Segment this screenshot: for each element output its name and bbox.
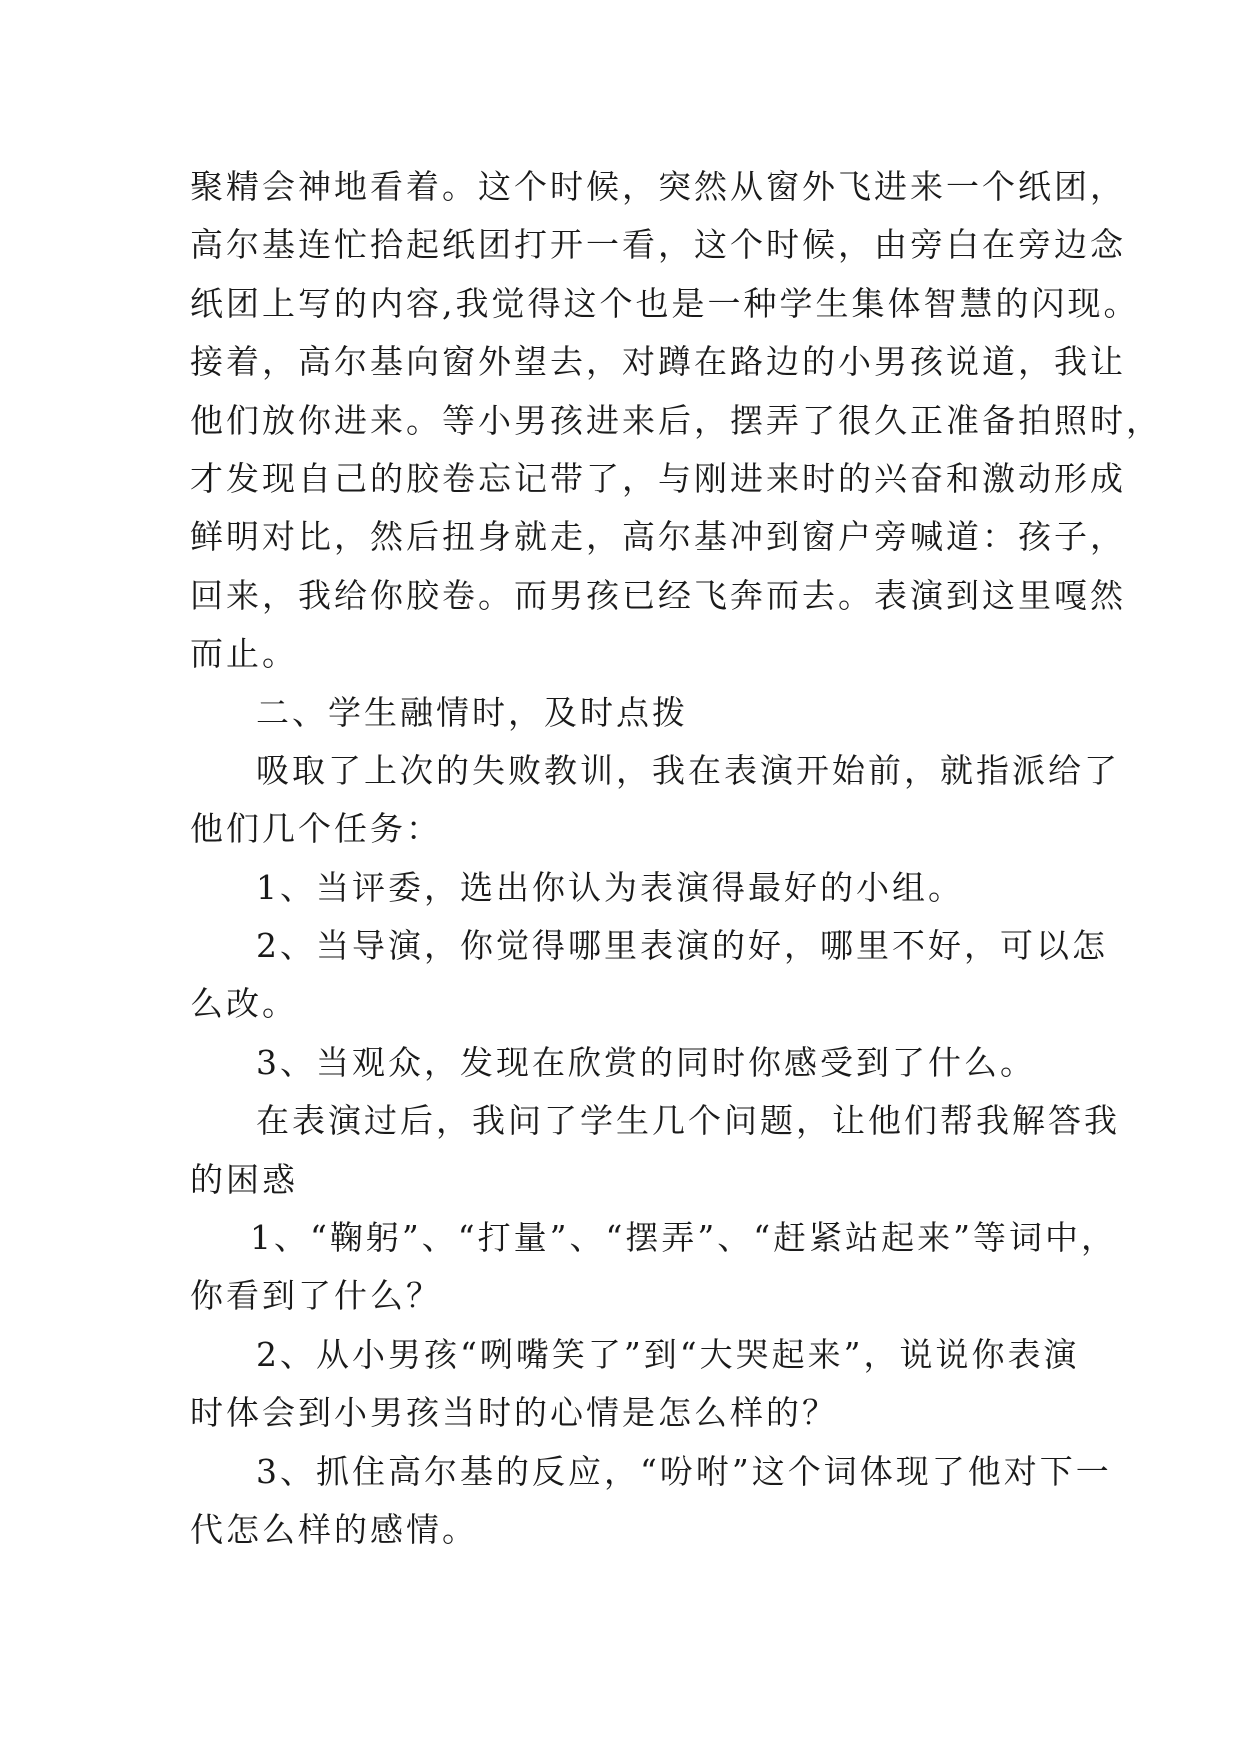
text-line: 而止。 bbox=[190, 634, 298, 674]
text-line: 的困惑 bbox=[190, 1159, 298, 1199]
text-line: 纸团上写的内容,我觉得这个也是一种学生集体智慧的闪现。 bbox=[190, 283, 1140, 323]
list-item: 3、当观众，发现在欣赏的同时你感受到了什么。 bbox=[256, 1042, 1036, 1082]
text-line: 鲜明对比，然后扭身就走，高尔基冲到窗户旁喊道：孩子， bbox=[190, 517, 1126, 557]
text-line: 接着，高尔基向窗外望去，对蹲在路边的小男孩说道，我让 bbox=[190, 342, 1126, 382]
list-item: 3、抓住高尔基的反应，“吩咐”这个词体现了他对下一 bbox=[256, 1451, 1112, 1491]
text-line: 回来，我给你胶卷。而男孩已经飞奔而去。表演到这里嘎然 bbox=[190, 575, 1126, 615]
list-item: 2、当导演，你觉得哪里表演的好，哪里不好，可以怎 bbox=[256, 926, 1108, 966]
paragraph-start: 吸取了上次的失败教训，我在表演开始前，就指派给了 bbox=[256, 750, 1120, 790]
text-line: 聚精会神地看着。这个时候，突然从窗外飞进来一个纸团， bbox=[190, 167, 1126, 206]
text-line: 时体会到小男孩当时的心情是怎么样的？ bbox=[190, 1393, 838, 1433]
text-line: 代怎么样的感情。 bbox=[190, 1509, 478, 1549]
text-line: 么改。 bbox=[190, 984, 298, 1024]
text-line: 高尔基连忙拾起纸团打开一看，这个时候，由旁白在旁边念 bbox=[190, 225, 1126, 265]
paragraph-start: 在表演过后，我问了学生几个问题，让他们帮我解答我 bbox=[256, 1101, 1120, 1141]
text-line: 才发现自己的胶卷忘记带了，与刚进来时的兴奋和激动形成 bbox=[190, 458, 1126, 498]
text-line: 他们放你进来。等小男孩进来后，摆弄了很久正准备拍照时， bbox=[190, 400, 1162, 440]
list-item: 1、“鞠躬”、“打量”、“摆弄”、“赶紧站起来”等词中， bbox=[250, 1218, 1117, 1258]
list-item: 1、当评委，选出你认为表演得最好的小组。 bbox=[256, 867, 964, 907]
text-line: 你看到了什么？ bbox=[190, 1276, 442, 1316]
section-heading: 二、学生融情时，及时点拨 bbox=[256, 692, 688, 732]
text-line: 他们几个任务： bbox=[190, 809, 442, 849]
document-page bbox=[190, 158, 1162, 1559]
list-item: 2、从小男孩“咧嘴笑了”到“大哭起来”，说说你表演 bbox=[256, 1334, 1080, 1374]
